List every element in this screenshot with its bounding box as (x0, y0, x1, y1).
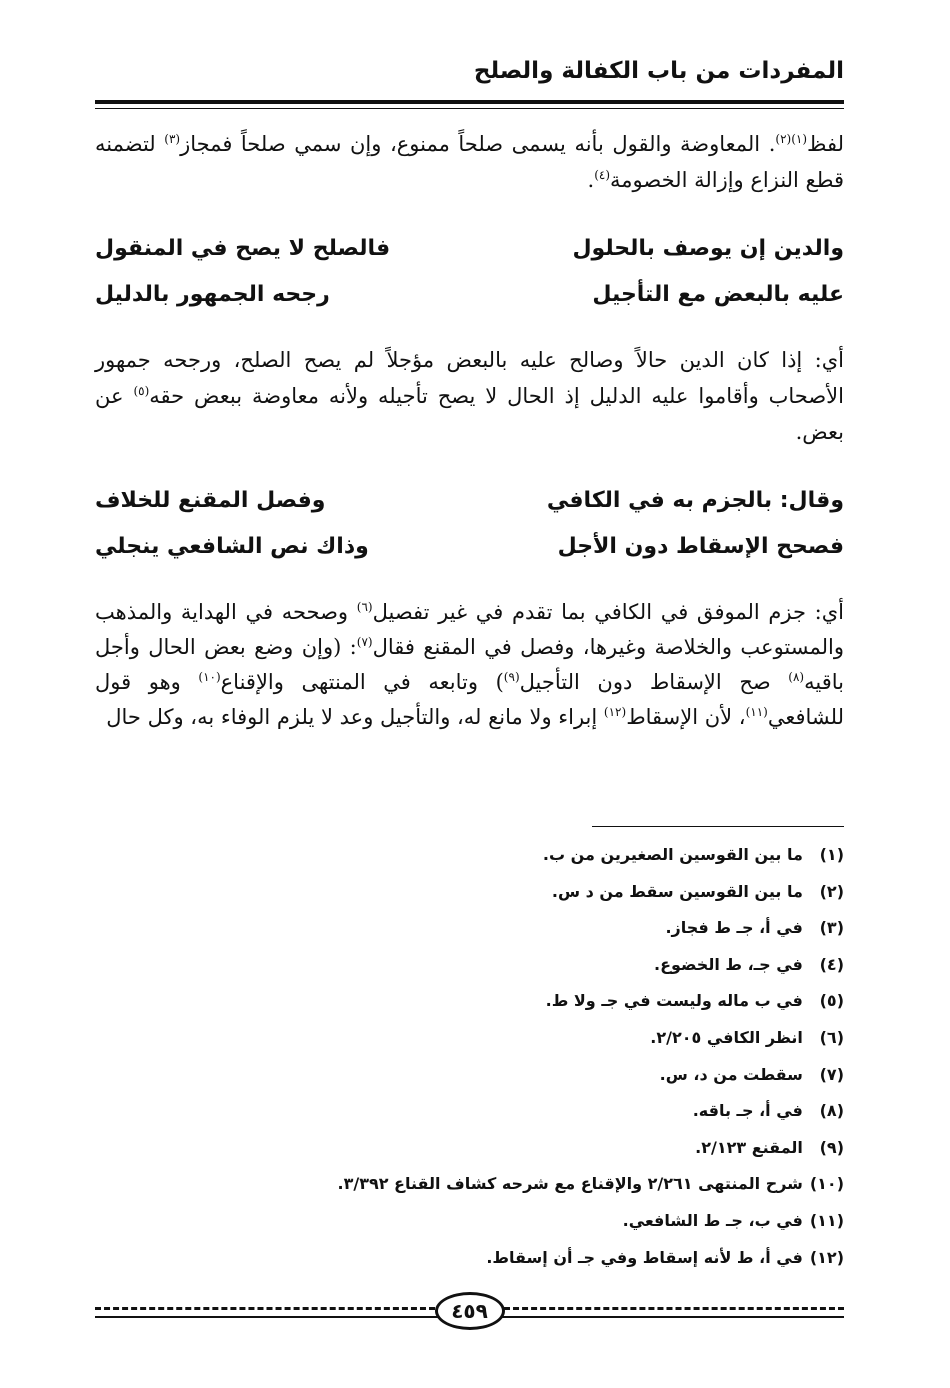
footnote-separator (592, 826, 844, 827)
footnote-item (95, 1206, 844, 1243)
page-number: ٤٥٩ (435, 1292, 505, 1330)
verse-line (95, 226, 844, 272)
verse-line (95, 272, 844, 318)
footnote-item (95, 1023, 844, 1060)
footnote-number: (١٢) (809, 1247, 844, 1267)
verse-second-hemistich: وذاك نص الشافعي ينجلي (95, 534, 369, 559)
footnote-item (95, 1169, 844, 1206)
verse-first-hemistich: فصحح الإسقاط دون الأجل (557, 534, 844, 559)
paragraph-1 (95, 126, 844, 198)
footnote-number: (٧) (819, 1064, 844, 1084)
paragraph-text: : (وإن وضع بعض الحال وأجل باقيه (95, 635, 844, 694)
footnote-number: (٤) (819, 954, 844, 974)
footnote-text: في ب، جـ ط الشافعي. (622, 1210, 803, 1230)
running-header-title: المفردات من باب الكفالة والصلح (473, 58, 844, 84)
paragraph-text: ، لأن الإسقاط (626, 705, 746, 729)
footnote-text: شرح المنتهى ٢/٢٦١ والإقناع مع شرحه كشاف القناع ٣/٣٩٢. (337, 1174, 803, 1194)
paragraph-text: وصححه في الهداية والمذهب والمستوعب والخلاصة وغيرها، وفصل في المقنع فقال (95, 600, 845, 659)
footnote-ref-5[interactable]: (٥) (133, 384, 150, 398)
verse-second-hemistich: رجحه الجمهور بالدليل (95, 282, 330, 307)
verse-first-hemistich: عليه بالبعض مع التأجيل (592, 282, 844, 307)
paragraph-text: . (587, 168, 595, 192)
footnote-ref-1[interactable]: (١) (791, 132, 808, 146)
footnote-text: في أ، جـ ط فجاز. (665, 918, 803, 938)
footnote-text: ما بين القوسين سقط من د س. (551, 881, 803, 901)
verse-first-hemistich: والدين إن يوصف بالحلول (572, 236, 844, 261)
footnote-ref-12[interactable]: (١٢) (603, 705, 627, 719)
paragraph-text: . المعاوضة والقول بأنه يسمى صلحاً ممنوع، وإن سمي صلحاً فمجاز (180, 132, 776, 156)
footnotes-list (95, 840, 844, 1279)
footnote-text: في أ، ط لأنه إسقاط وفي جـ أن إسقاط. (486, 1247, 803, 1267)
paragraph-text: صح الإسقاط دون التأجيل (519, 670, 789, 694)
paragraph-text: أي: جزم الموفق في الكافي بما تقدم في غير تفصيل (372, 600, 845, 624)
footnote-item (95, 877, 844, 914)
footnote-text: ما بين القوسين الصغيرين من ب. (542, 845, 803, 864)
paragraph-text: وهو قول للشافعي (95, 670, 844, 729)
header-rule-thin (95, 108, 844, 109)
footnote-number: (١١) (809, 1210, 844, 1230)
footnote-text: سقطت من د، س. (659, 1064, 803, 1084)
footnote-number: (٦) (819, 1027, 844, 1047)
footnote-ref-4[interactable]: (٤) (594, 168, 611, 182)
paragraph-3 (95, 595, 844, 735)
paragraph-text: عن بعض. (95, 384, 844, 444)
footnote-item (95, 1096, 844, 1133)
paragraph-text: ) وتابعه في المنتهى والإقناع (220, 670, 504, 694)
verse-second-hemistich: فالصلح لا يصح في المنقول (95, 236, 391, 261)
footnote-ref-11[interactable]: (١١) (745, 705, 768, 719)
footnote-item (95, 1133, 844, 1170)
footnote-text: في أ، جـ باقه. (692, 1101, 803, 1121)
footnote-ref-7[interactable]: (٧) (356, 635, 373, 649)
header-rule-thick (95, 100, 844, 104)
footnote-number: (١٠) (809, 1174, 844, 1194)
footer-dashed-rule-left (95, 1307, 435, 1313)
footnote-number: (٩) (819, 1137, 844, 1157)
paragraph-text: أي: إذا كان الدين حالاً وصالح عليه بالبعض مؤجلاً لم يصح الصلح، ورجحه جمهور الأصحاب وأقاموا عليه الدليل إذ الحال لا يصح تأجيله ولأنه معاوضة ببعض حقه (95, 348, 844, 408)
verse-line (95, 524, 844, 570)
footnote-number: (٨) (819, 1101, 844, 1121)
footnote-item (95, 1060, 844, 1097)
footnote-item (95, 1243, 844, 1280)
paragraph-text: لتضمنه قطع النزاع وإزالة الخصومة (95, 132, 844, 192)
footnote-ref-3[interactable]: (٣) (164, 132, 181, 146)
paragraph-text: إبراء ولا مانع له، والتأجيل وعد لا يلزم الوفاء به، وكل حال (106, 705, 604, 729)
paragraph-text: لفظ (807, 132, 845, 156)
footnote-number: (٥) (819, 991, 844, 1011)
footnote-number: (٢) (819, 881, 844, 901)
footnote-item (95, 913, 844, 950)
footnote-number: (١) (819, 845, 844, 864)
footnote-text: انظر الكافي ٢/٢٠٥. (650, 1027, 803, 1047)
footnote-number: (٣) (819, 918, 844, 938)
footnote-text: في ب ماله وليست في جـ ولا ط. (545, 991, 803, 1011)
footer-dashed-rule-right (504, 1307, 844, 1313)
footnote-item (95, 840, 844, 877)
footnote-ref-9[interactable]: (٩) (503, 670, 520, 684)
verse-second-hemistich: وفصل المقنع للخلاف (95, 488, 326, 513)
verse-first-hemistich: وقال: بالجزم به في الكافي (546, 488, 844, 513)
book-page (95, 0, 844, 1388)
verse-line (95, 478, 844, 524)
footnote-ref-10[interactable]: (١٠) (198, 670, 221, 684)
footnote-item (95, 950, 844, 987)
footnote-ref-2[interactable]: (٢) (775, 132, 792, 146)
footnote-text: المقنع ٢/١٢٣. (695, 1137, 803, 1157)
footnote-text: في جـ، ط الخضوع. (654, 954, 803, 974)
paragraph-2 (95, 342, 844, 450)
footnote-ref-8[interactable]: (٨) (788, 670, 805, 684)
footnote-item (95, 986, 844, 1023)
footnote-ref-6[interactable]: (٦) (356, 600, 373, 614)
